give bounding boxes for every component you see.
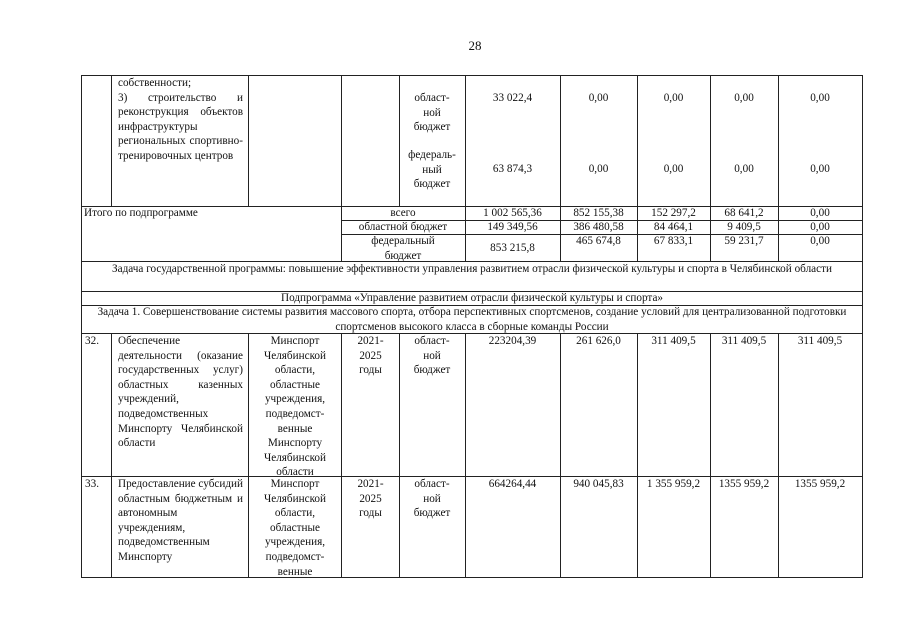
col-rule [465, 333, 466, 577]
cell-value: 33 022,4 [492, 92, 533, 104]
cell-executor: Минспорт Челябинской области, областные учреждения, подведомст- венные Минспорту Челябинской области [263, 335, 327, 479]
cell-value: 0,00 [810, 92, 830, 104]
cell-value: 63 874,3 [492, 163, 533, 175]
col-rule [399, 333, 400, 577]
cell-value: 853 215,8 [490, 242, 535, 254]
cell-value: 67 833,1 [653, 235, 694, 247]
col-rule [399, 75, 400, 206]
cell-description: Обеспечение деятельности (оказание государственных услуг) областных казенных учреждений, подведомственных Минспорту Челябинской области [118, 335, 243, 450]
cell-value: 0,00 [810, 163, 830, 175]
cell-source: област- ной бюджет [413, 335, 451, 377]
cell-description: Предоставление субсидий областным бюджетным и автономным учреждениям, подведомственным Минспорту [118, 478, 244, 563]
itogo-label: Итого по подпрограмме [84, 207, 198, 219]
col-rule [341, 75, 342, 206]
cell-value: 465 674,8 [576, 235, 621, 247]
col-rule [111, 333, 112, 577]
row-number: 32. [85, 335, 99, 347]
table-bottom-border [81, 577, 863, 578]
subprogram-heading: Подпрограмма «Управление развитием отрасли физической культуры и спорта» [281, 292, 663, 304]
cell-years: 2021- 2025 годы [357, 335, 384, 377]
cell-value: 0,00 [588, 163, 609, 175]
cell-source: област- ной бюджет [413, 478, 451, 520]
cell-executor: Минспорт Челябинской области, областные учреждения, подведомст- венные [263, 478, 327, 578]
cell-value: 311 409,5 [651, 335, 696, 347]
cell-value: 152 297,2 [651, 207, 696, 219]
cell-value: 68 641,2 [724, 207, 764, 219]
cell-source: федеральный бюджет [371, 235, 435, 262]
cell-value: 59 231,7 [724, 235, 764, 247]
cell-value: 940 045,83 [573, 478, 624, 490]
cell-value: 9 409,5 [727, 221, 761, 233]
cell-value: 0,00 [810, 207, 830, 219]
cell-value: 664264,44 [488, 478, 537, 490]
cell-value: 84 464,1 [653, 221, 694, 233]
cell-value: 852 155,38 [573, 207, 624, 219]
cell-value: 1 002 565,36 [483, 207, 542, 219]
cell-value: 223204,39 [488, 335, 537, 347]
cell-value: 0,00 [810, 221, 830, 233]
cell-value: 311 409,5 [797, 335, 843, 347]
col-rule [710, 333, 711, 577]
cell-years: 2021- 2025 годы [357, 478, 384, 520]
cell-source: всего [390, 207, 416, 219]
page-number: 28 [468, 38, 482, 53]
cell-source: област- ной бюджет [413, 92, 451, 134]
cell-value: 386 480,58 [573, 221, 624, 233]
cell-value: 1 355 959,2 [646, 478, 701, 490]
cell-value: 0,00 [588, 92, 609, 104]
cell-value: 0,00 [663, 163, 684, 175]
col-rule [111, 75, 112, 206]
cell-source: федераль- ный бюджет [408, 149, 456, 191]
col-rule [248, 75, 249, 206]
col-rule [560, 333, 561, 577]
col-rule [778, 333, 779, 577]
cell-source: областной бюджет [358, 221, 448, 233]
table-right-border [862, 75, 863, 578]
table-left-border [81, 75, 82, 578]
row-number: 33. [85, 478, 99, 490]
col-rule [637, 333, 638, 577]
cell-value: 261 626,0 [576, 335, 621, 347]
cell-value: 0,00 [734, 92, 754, 104]
cell-value: 1355 959,2 [794, 478, 846, 490]
task-gov-heading: Задача государственной программы: повышение эффективности управления развитием отрасли физической культуры и спорта в Челябинской области [112, 263, 832, 275]
cell-value: 311 409,5 [721, 335, 767, 347]
cell-value: 0,00 [663, 92, 684, 104]
cell-value: 1355 959,2 [718, 478, 770, 490]
col-rule [341, 206, 342, 261]
cell-value: 149 349,56 [487, 221, 538, 233]
task1-heading: Задача 1. Совершенствование системы развития массового спорта, отбора перспективных спортсменов, создание условий для централизованной подготовки спортсменов высокого класса в сборные команды России [97, 306, 847, 333]
cell-value: 0,00 [810, 235, 830, 247]
cell-description: собственности; 3) строительство и реконструкция объектов инфраструктуры региональных спортивно-тренировочных центров [118, 77, 243, 162]
cell-value: 0,00 [734, 163, 754, 175]
